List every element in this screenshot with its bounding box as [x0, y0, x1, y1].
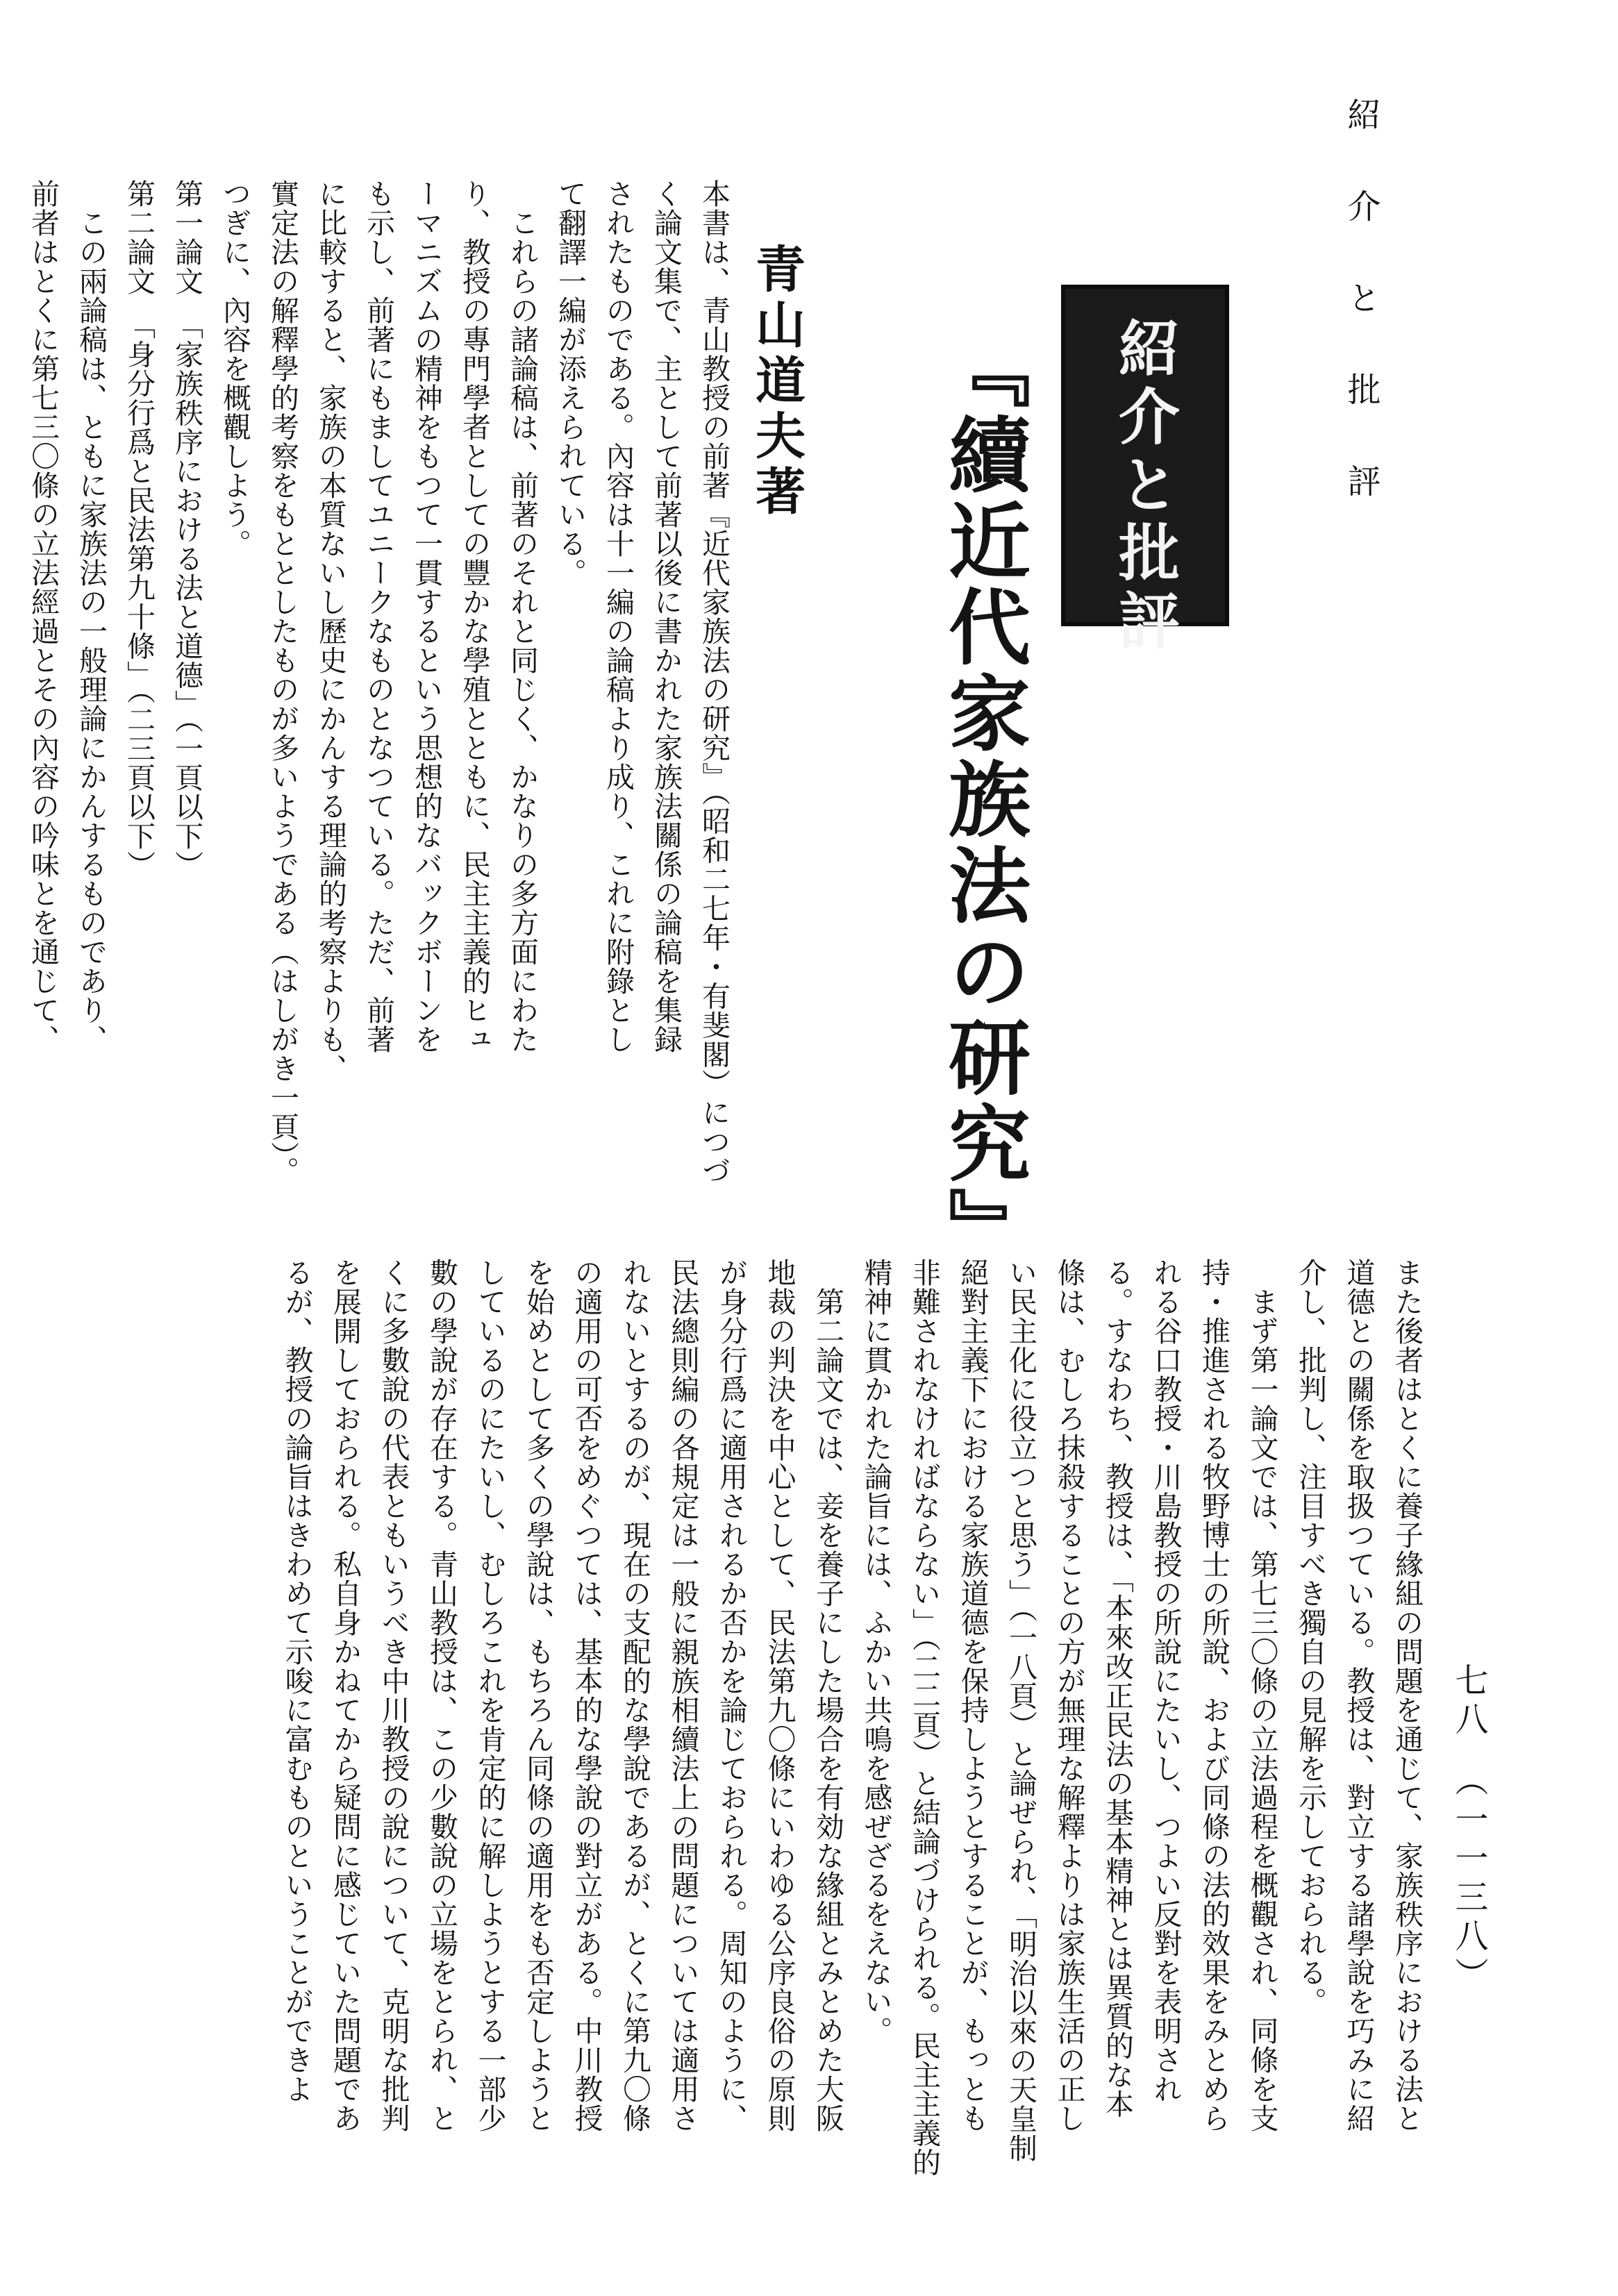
- book-title: 『續近代家族法の研究』: [935, 326, 1031, 1273]
- author-line: 青山道夫著: [747, 243, 806, 521]
- intro-text: 本書は、青山教授の前著『近代家族法の研究』（昭和二七年・有斐閣）につづ く論文集で、主として前著以後に書かれた家族法關係の論稿を集録 されたものである。內容は十一編の論稿より成り、これに附錄とし て翻譯一編が添えられている。 これらの諸論稿は、前著のそれと同じく、かなりの多方面にわた り、教授の專門學者としての豐かな學殖とともに、民主主義的ヒュ ーマニズムの精神をもつて一貫するという思想的なバックボーンを も示し、前著にもましてユニークなものとなつている。ただ、前著 に比較すると、家族の本質ないし歷史にかんする理論的考察よりも、 實定法の解釋學的考察をもととしたものが多いようである（はしがき一頁）。 つぎに、內容を概觀しよう。 第一論文 「家族秩序における法と道德」（一頁以下） 第二論文 「身分行爲と民法第九十條」（二三頁以下） この兩論稿は、ともに家族法の一般理論にかんするものであり、 前者はとくに第七三〇條の立法經過とその內容の吟味とを通じて、: [26, 179, 731, 1186]
- series-label: 紹 介 と 批 評: [1342, 97, 1381, 507]
- section-banner-label: 紹介と批評: [1109, 317, 1181, 657]
- continued-text: また後者はとくに養子緣組の問題を通じて、家族秩序における法と 道德との關係を取扱つている。教授は、對立する諸學說を巧みに紹 介し、批判し、注目すべき獨自の見解を示しておられる。 まず第一論文では、第七三〇條の立法過程を概觀され、同條を支 持・推進される牧野博士の所說、および同條の法的效果をみとめら れる谷口教授・川島教授の所說にたいし、つよい反對を表明され る。すなわち、教授は、「本來改正民法の基本精神とは異質的な本 條は、むしろ抹殺することの方が無理な解釋よりは家族生活の正し い民主化に役立つと思う」（一八頁）と論ぜられ、「明治以來の天皇制 絕對主義下における家族道德を保持しようとすることが、もっとも 非難されなければならない」（二二頁）と結論づけられる。民主主義的 精神に貫かれた論旨には、ふかい共鳴を感ぜざるをえない。 第二論文では、妾を養子にした場合を有効な緣組とみとめた大阪 地裁の判決を中心として、民法第九〇條にいわゆる公序良俗の原則 が身分行爲に適用されるか否かを論じておられる。周知のように、 民法總則編の各規定は一般に親族相續法上の問題については適用さ れないとするのが、現在の支配的な學說であるが、とくに第九〇條 の適用の可否をめぐつては、基本的な學說の對立がある。中川教授 を始めとして多くの學說は、もちろん同條の適用をも否定しようと しているのにたいし、むしろこれを肯定的に解しようとする一部少 數の學說が存在する。青山教授は、この少數說の立場をとられ、と くに多數說の代表ともいうべき中川教授の說について、克明な批判 を展開しておられる。私自身かねてから疑問に感じていた問題であ るが、教授の論旨はきわめて示唆に富むものということができよ: [280, 1258, 1424, 2177]
- section-banner: [1061, 285, 1229, 657]
- page-marker: 七八 （一一三八）: [1449, 1663, 1488, 1996]
